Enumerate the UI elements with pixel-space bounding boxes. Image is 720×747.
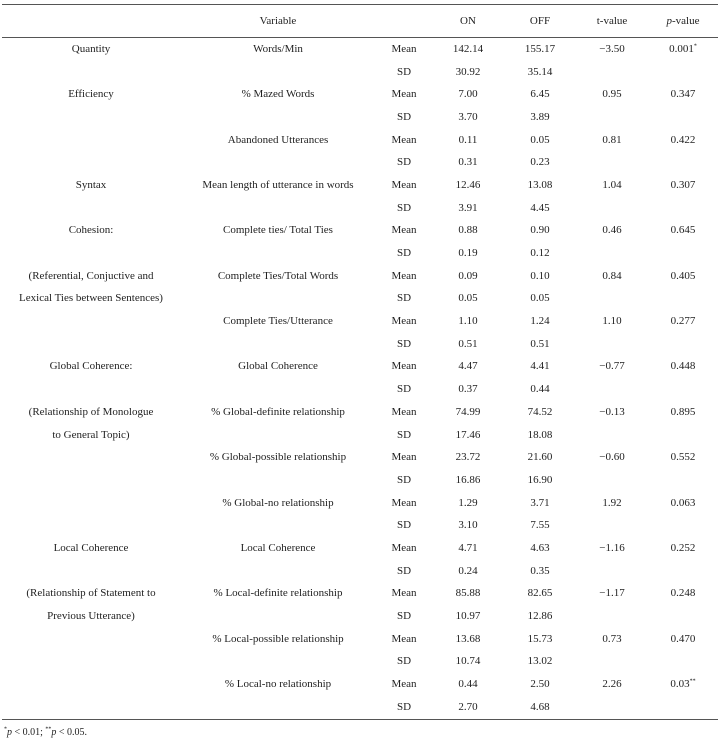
cell-variable bbox=[180, 605, 376, 628]
cell-t-value bbox=[576, 605, 648, 628]
cell-stat: SD bbox=[396, 610, 412, 623]
cell-category bbox=[2, 651, 180, 674]
cell-on: 85.88 bbox=[455, 587, 481, 600]
cell-p-value bbox=[648, 265, 718, 288]
cell-p-value bbox=[648, 446, 718, 469]
cell-category bbox=[2, 673, 180, 696]
cell-off: 0.51 bbox=[530, 337, 550, 350]
cell-on: 12.46 bbox=[455, 178, 481, 191]
statistics-table bbox=[2, 4, 718, 720]
cell-p-value bbox=[648, 605, 718, 628]
p-value-number: 0.347 bbox=[670, 88, 696, 101]
cell-p-value bbox=[648, 61, 718, 84]
table-row bbox=[2, 288, 718, 311]
cell-t-value bbox=[576, 288, 648, 311]
cell-stat: Mean bbox=[391, 178, 417, 191]
cell-p-value bbox=[648, 151, 718, 174]
cell-on: 0.05 bbox=[458, 292, 478, 305]
cell-variable: Complete Ties/Total Words bbox=[217, 269, 339, 282]
cell-p-value bbox=[648, 106, 718, 129]
cell-variable bbox=[180, 151, 376, 174]
cell-t-value bbox=[576, 378, 648, 401]
cell-t-value: −3.50 bbox=[599, 42, 625, 55]
cell-t-value: 0.84 bbox=[602, 269, 622, 282]
cell-variable bbox=[180, 696, 376, 719]
cell-on: 3.10 bbox=[458, 519, 478, 532]
cell-t-value bbox=[576, 696, 648, 719]
cell-on: 142.14 bbox=[452, 42, 484, 55]
cell-variable: Words/Min bbox=[253, 42, 303, 55]
cell-off: 2.50 bbox=[530, 678, 550, 691]
table-row bbox=[2, 83, 718, 106]
cell-category: (Relationship of Statement to bbox=[26, 587, 156, 600]
cell-variable: Abandoned Utterances bbox=[227, 133, 329, 146]
cell-on: 0.09 bbox=[458, 269, 478, 282]
table-row bbox=[2, 537, 718, 560]
cell-t-value: 1.92 bbox=[602, 496, 622, 509]
cell-p-value bbox=[648, 424, 718, 447]
table-row bbox=[2, 174, 718, 197]
table-row bbox=[2, 333, 718, 356]
significance-mark: ** bbox=[689, 678, 696, 685]
header-stat bbox=[376, 5, 432, 38]
cell-p-value bbox=[648, 83, 718, 106]
cell-category: Lexical Ties between Sentences) bbox=[19, 292, 163, 305]
table-row bbox=[2, 151, 718, 174]
cell-stat: SD bbox=[376, 696, 432, 719]
cell-category bbox=[2, 696, 180, 719]
cell-off: 18.08 bbox=[527, 428, 553, 441]
cell-on: 10.74 bbox=[455, 655, 481, 668]
table-row bbox=[2, 61, 718, 84]
cell-p-value bbox=[648, 129, 718, 152]
cell-off: 13.08 bbox=[527, 178, 553, 191]
cell-stat: SD bbox=[396, 428, 412, 441]
cell-off: 35.14 bbox=[527, 65, 553, 78]
p-value-number: 0.03 bbox=[670, 678, 690, 691]
header-category bbox=[2, 5, 180, 38]
cell-variable: Global Coherence bbox=[238, 360, 318, 373]
p-value-number: 0.552 bbox=[670, 451, 696, 464]
cell-t-value bbox=[576, 106, 648, 129]
p-value-number: 0.252 bbox=[670, 541, 696, 554]
cell-p-value bbox=[648, 583, 718, 606]
cell-stat: Mean bbox=[391, 224, 417, 237]
cell-t-value: −0.60 bbox=[599, 451, 625, 464]
cell-p-value bbox=[648, 38, 718, 61]
cell-variable bbox=[180, 61, 376, 84]
cell-t-value: −0.13 bbox=[599, 405, 625, 418]
cell-off: 4.45 bbox=[530, 201, 550, 214]
p-value-number: 0.063 bbox=[670, 496, 696, 509]
cell-on: 7.00 bbox=[458, 88, 478, 101]
cell-on: 4.71 bbox=[458, 541, 478, 554]
table-row bbox=[2, 401, 718, 424]
cell-variable: % Local-no relationship bbox=[224, 678, 332, 691]
table-row bbox=[2, 106, 718, 129]
cell-p-value bbox=[648, 174, 718, 197]
cell-variable: Complete ties/ Total Ties bbox=[223, 224, 333, 237]
cell-off: 82.65 bbox=[527, 587, 553, 600]
cell-t-value bbox=[576, 197, 648, 220]
cell-on: 0.88 bbox=[458, 224, 478, 237]
table-row bbox=[2, 220, 718, 243]
cell-on: 1.10 bbox=[458, 315, 478, 328]
cell-p-value bbox=[648, 288, 718, 311]
cell-p-value bbox=[648, 514, 718, 537]
header-off: OFF bbox=[504, 5, 576, 38]
cell-on: 13.68 bbox=[455, 632, 481, 645]
cell-t-value bbox=[576, 469, 648, 492]
cell-off: 4.68 bbox=[504, 696, 576, 719]
cell-off: 0.44 bbox=[530, 383, 550, 396]
cell-t-value bbox=[576, 61, 648, 84]
p-value-number: 0.448 bbox=[670, 360, 696, 373]
cell-variable bbox=[180, 242, 376, 265]
cell-t-value: 0.95 bbox=[602, 88, 622, 101]
table-row bbox=[2, 356, 718, 379]
table-row bbox=[2, 560, 718, 583]
cell-p-value bbox=[648, 651, 718, 674]
cell-stat: Mean bbox=[391, 451, 417, 464]
table-row bbox=[2, 129, 718, 152]
cell-on: 74.99 bbox=[455, 405, 481, 418]
cell-category: Syntax bbox=[75, 178, 107, 191]
header-p-suffix: -value bbox=[672, 14, 700, 27]
cell-stat: Mean bbox=[391, 88, 417, 101]
cell-stat: SD bbox=[396, 247, 412, 260]
header-p-italic: p bbox=[666, 14, 672, 27]
cell-stat: Mean bbox=[391, 269, 417, 282]
cell-variable bbox=[180, 651, 376, 674]
cell-on: 0.37 bbox=[458, 383, 478, 396]
cell-variable: Local Coherence bbox=[240, 541, 316, 554]
cell-stat: Mean bbox=[391, 405, 417, 418]
cell-on: 17.46 bbox=[455, 428, 481, 441]
cell-variable bbox=[180, 378, 376, 401]
cell-t-value: 2.26 bbox=[602, 678, 622, 691]
table-row bbox=[2, 469, 718, 492]
cell-category: Previous Utterance) bbox=[47, 610, 135, 623]
cell-on: 4.47 bbox=[458, 360, 478, 373]
cell-category bbox=[2, 378, 180, 401]
cell-off: 155.17 bbox=[524, 42, 556, 55]
p-value-number: 0.277 bbox=[670, 315, 696, 328]
cell-category: (Relationship of Monologue bbox=[28, 405, 154, 418]
cell-stat: SD bbox=[396, 292, 412, 305]
cell-variable: % Local-possible relationship bbox=[212, 632, 344, 645]
cell-on: 0.31 bbox=[458, 156, 478, 169]
cell-on: 0.11 bbox=[458, 133, 478, 146]
cell-t-value: −1.16 bbox=[599, 541, 625, 554]
cell-p-value bbox=[648, 469, 718, 492]
cell-p-value bbox=[648, 537, 718, 560]
cell-category bbox=[2, 129, 180, 152]
table-row bbox=[2, 265, 718, 288]
p-value-number: 0.307 bbox=[670, 178, 696, 191]
cell-t-value bbox=[576, 333, 648, 356]
p-value-number: 0.895 bbox=[670, 405, 696, 418]
p-value-number: 0.405 bbox=[670, 269, 696, 282]
cell-category bbox=[2, 514, 180, 537]
cell-stat: SD bbox=[396, 65, 412, 78]
table-row bbox=[2, 492, 718, 515]
cell-off: 7.55 bbox=[530, 519, 550, 532]
table-row bbox=[2, 38, 718, 61]
cell-category bbox=[2, 151, 180, 174]
cell-variable: % Local-definite relationship bbox=[213, 587, 343, 600]
cell-category bbox=[2, 197, 180, 220]
cell-t-value: −1.17 bbox=[599, 587, 625, 600]
cell-t-value bbox=[576, 560, 648, 583]
table-row bbox=[2, 242, 718, 265]
cell-off: 12.86 bbox=[527, 610, 553, 623]
table-row bbox=[2, 628, 718, 651]
footnote-p-1: p bbox=[7, 727, 12, 738]
cell-variable: Complete Ties/Utterance bbox=[223, 315, 333, 328]
cell-stat: Mean bbox=[391, 496, 417, 509]
cell-p-value bbox=[648, 242, 718, 265]
cell-category bbox=[2, 242, 180, 265]
cell-off: 21.60 bbox=[527, 451, 553, 464]
cell-p-value bbox=[648, 378, 718, 401]
cell-stat: SD bbox=[396, 110, 412, 123]
cell-t-value bbox=[576, 651, 648, 674]
cell-on: 2.70 bbox=[432, 696, 504, 719]
cell-category bbox=[2, 310, 180, 333]
cell-category bbox=[2, 560, 180, 583]
cell-stat: SD bbox=[396, 519, 412, 532]
cell-off: 0.12 bbox=[530, 247, 550, 260]
header-t-value: t-value bbox=[576, 5, 648, 38]
cell-p-value bbox=[648, 628, 718, 651]
cell-on: 3.70 bbox=[458, 110, 478, 123]
cell-on: 1.29 bbox=[458, 496, 478, 509]
cell-on: 0.19 bbox=[458, 247, 478, 260]
cell-stat: Mean bbox=[391, 133, 417, 146]
p-value-number: 0.645 bbox=[670, 224, 696, 237]
cell-category bbox=[2, 492, 180, 515]
cell-category bbox=[2, 446, 180, 469]
table-row bbox=[2, 583, 718, 606]
cell-stat: SD bbox=[396, 564, 412, 577]
cell-off: 0.35 bbox=[530, 564, 550, 577]
cell-category: Cohesion: bbox=[68, 224, 114, 237]
cell-category: Global Coherence: bbox=[49, 360, 133, 373]
cell-on: 3.91 bbox=[458, 201, 478, 214]
cell-variable: Mean length of utterance in words bbox=[202, 178, 354, 191]
cell-off: 6.45 bbox=[530, 88, 550, 101]
cell-off: 0.05 bbox=[530, 292, 550, 305]
cell-off: 15.73 bbox=[527, 632, 553, 645]
p-value-number: 0.422 bbox=[670, 133, 696, 146]
cell-p-value bbox=[648, 401, 718, 424]
cell-off: 0.23 bbox=[530, 156, 550, 169]
cell-on: 10.97 bbox=[455, 610, 481, 623]
cell-variable: % Global-definite relationship bbox=[211, 405, 345, 418]
cell-off: 3.71 bbox=[530, 496, 550, 509]
cell-category: Quantity bbox=[71, 42, 111, 55]
table-row bbox=[2, 378, 718, 401]
footnote-mark-2: ** bbox=[45, 726, 52, 733]
p-value-number: 0.470 bbox=[670, 632, 696, 645]
cell-stat: Mean bbox=[391, 42, 417, 55]
cell-t-value bbox=[576, 514, 648, 537]
cell-on: 30.92 bbox=[455, 65, 481, 78]
table-body bbox=[2, 38, 718, 720]
cell-t-value: 0.73 bbox=[602, 632, 622, 645]
cell-stat: SD bbox=[396, 473, 412, 486]
cell-t-value bbox=[576, 424, 648, 447]
table-row bbox=[2, 424, 718, 447]
cell-t-value: 1.10 bbox=[602, 315, 622, 328]
cell-off: 0.05 bbox=[530, 133, 550, 146]
cell-on: 23.72 bbox=[455, 451, 481, 464]
cell-p-value bbox=[648, 310, 718, 333]
table-row bbox=[2, 514, 718, 537]
cell-variable bbox=[180, 288, 376, 311]
cell-variable bbox=[180, 106, 376, 129]
header-variable: Variable bbox=[180, 5, 376, 38]
table-row bbox=[2, 605, 718, 628]
cell-off: 3.89 bbox=[530, 110, 550, 123]
cell-p-value bbox=[648, 356, 718, 379]
cell-p-value bbox=[648, 560, 718, 583]
cell-stat: SD bbox=[396, 156, 412, 169]
cell-stat: Mean bbox=[391, 678, 417, 691]
cell-p-value bbox=[648, 696, 718, 719]
cell-p-value bbox=[648, 333, 718, 356]
cell-variable: % Global-possible relationship bbox=[209, 451, 347, 464]
cell-on: 0.51 bbox=[458, 337, 478, 350]
cell-off: 13.02 bbox=[527, 655, 553, 668]
footnote-mark-1: * bbox=[4, 726, 7, 733]
cell-category bbox=[2, 61, 180, 84]
cell-off: 1.24 bbox=[530, 315, 550, 328]
cell-off: 0.10 bbox=[530, 269, 550, 282]
cell-off: 4.41 bbox=[530, 360, 550, 373]
table-row bbox=[2, 446, 718, 469]
cell-variable: % Mazed Words bbox=[241, 88, 315, 101]
cell-stat: Mean bbox=[391, 587, 417, 600]
cell-category: Efficiency bbox=[68, 88, 114, 101]
cell-category: Local Coherence bbox=[53, 541, 129, 554]
table-row bbox=[2, 651, 718, 674]
cell-stat: Mean bbox=[391, 541, 417, 554]
cell-category bbox=[2, 106, 180, 129]
cell-stat: SD bbox=[396, 201, 412, 214]
cell-p-value bbox=[648, 220, 718, 243]
cell-stat: SD bbox=[396, 337, 412, 350]
cell-p-value bbox=[648, 673, 718, 696]
cell-stat: Mean bbox=[391, 360, 417, 373]
cell-stat: SD bbox=[396, 383, 412, 396]
cell-t-value: 0.46 bbox=[602, 224, 622, 237]
cell-off: 0.90 bbox=[530, 224, 550, 237]
cell-t-value bbox=[576, 242, 648, 265]
table-row bbox=[2, 696, 718, 719]
header-row bbox=[2, 5, 718, 38]
cell-variable bbox=[180, 514, 376, 537]
p-value-number: 0.001 bbox=[669, 42, 694, 55]
significance-mark: * bbox=[693, 43, 697, 50]
cell-on: 0.24 bbox=[458, 564, 478, 577]
cell-p-value bbox=[648, 492, 718, 515]
cell-stat: Mean bbox=[391, 315, 417, 328]
cell-category bbox=[2, 628, 180, 651]
cell-variable bbox=[180, 197, 376, 220]
table-row bbox=[2, 673, 718, 696]
cell-on: 16.86 bbox=[455, 473, 481, 486]
table-row bbox=[2, 310, 718, 333]
p-value-number: 0.248 bbox=[670, 587, 696, 600]
cell-off: 4.63 bbox=[530, 541, 550, 554]
table-row bbox=[2, 197, 718, 220]
footnote-text-2: < 0.05. bbox=[56, 727, 88, 738]
cell-category bbox=[2, 469, 180, 492]
cell-category: (Referential, Conjuctive and bbox=[28, 269, 154, 282]
cell-category: to General Topic) bbox=[52, 428, 130, 441]
cell-variable: % Global-no relationship bbox=[222, 496, 334, 509]
cell-off: 74.52 bbox=[527, 405, 553, 418]
cell-variable bbox=[180, 469, 376, 492]
cell-variable bbox=[180, 424, 376, 447]
header-p-value bbox=[648, 5, 718, 38]
cell-t-value bbox=[576, 151, 648, 174]
cell-stat: Mean bbox=[391, 632, 417, 645]
footnote-p-2: p bbox=[51, 727, 57, 738]
cell-p-value bbox=[648, 197, 718, 220]
cell-variable bbox=[180, 333, 376, 356]
header-on: ON bbox=[432, 5, 504, 38]
cell-category bbox=[2, 333, 180, 356]
cell-t-value: 0.81 bbox=[602, 133, 622, 146]
cell-t-value: −0.77 bbox=[599, 360, 625, 373]
footnote bbox=[4, 727, 87, 738]
cell-variable bbox=[180, 560, 376, 583]
cell-t-value: 1.04 bbox=[602, 178, 622, 191]
cell-on: 0.44 bbox=[458, 678, 478, 691]
footnote-text-1: < 0.01; bbox=[12, 727, 46, 738]
cell-off: 16.90 bbox=[527, 473, 553, 486]
cell-stat: SD bbox=[396, 655, 412, 668]
